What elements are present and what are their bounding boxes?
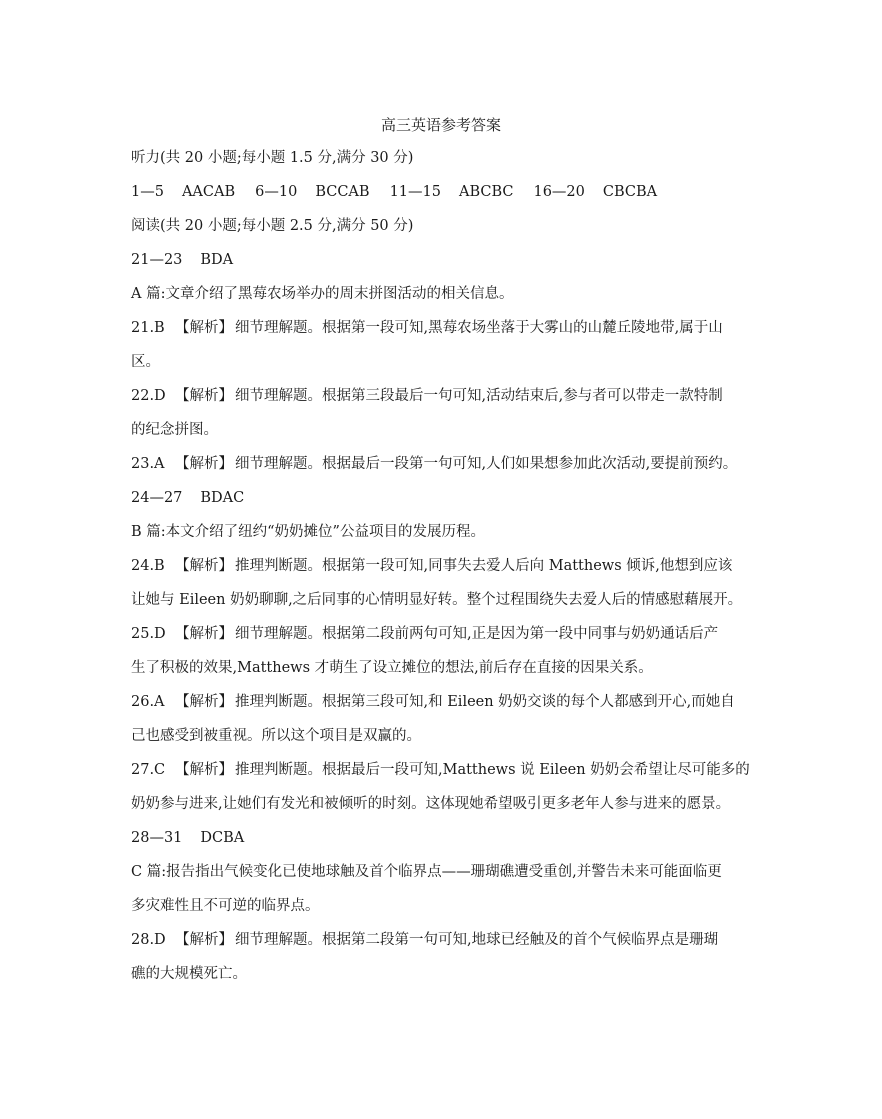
question-explanation [131,555,761,589]
question-number: 27.C [131,762,166,778]
explanation-continuation: 生了积极的效果,Matthews 才萌生了设立摊位的想法,前后存在直接的因果关系。 [131,660,653,676]
analysis-tag: 【解析】 [175,762,233,778]
question-number: 25.D [131,626,166,642]
analysis-tag: 【解析】 [175,558,233,574]
answer-letters: AACAB [181,184,236,200]
analysis-tag: 【解析】 [175,320,233,336]
explanation-text: 细节理解题。根据第三段最后一句可知,活动结束后,参与者可以带走一款特制 [235,388,723,404]
explanation-text: 推理判断题。根据第一段可知,同事失去爱人后向 Matthews 倾诉,他想到应该 [235,558,733,574]
analysis-tag: 【解析】 [175,932,233,948]
answer-letters: DCBA [200,830,245,846]
answer-range: 1—5 [131,184,164,200]
explanation-continuation: 己也感受到被重视。所以这个项目是双赢的。 [131,728,421,744]
answer-letters: ABCBC [458,184,514,200]
question-explanation [131,759,761,793]
section-summary: A 篇:文章介绍了黑莓农场举办的周末拼图活动的相关信息。 [131,286,514,302]
section-summary: B 篇:本文介绍了纽约“奶奶摊位”公益项目的发展历程。 [131,524,485,540]
explanation-text: 推理判断题。根据第三段可知,和 Eileen 奶奶交谈的每个人都感到开心,而她自 [235,694,735,710]
listening-answers [131,181,761,215]
section-answers [131,487,761,521]
section-summary-continuation: 多灾难性且不可逆的临界点。 [131,898,320,914]
page-title: 高三英语参考答案 [380,116,501,134]
explanation-continuation: 的纪念拼图。 [131,422,218,438]
explanation-continuation: 礁的大规模死亡。 [131,966,247,982]
listening-header: 听力(共 20 小题;每小题 1.5 分,满分 30 分) [131,150,414,166]
explanation-text: 细节理解题。根据第一段可知,黑莓农场坐落于大雾山的山麓丘陵地带,属于山 [235,320,723,336]
section-summary: C 篇:报告指出气候变化已使地球触及首个临界点——珊瑚礁遭受重创,并警告未来可能面临更 [131,864,722,880]
answer-range: 11—15 [389,184,441,200]
answer-letters: BDAC [200,490,245,506]
explanation-continuation: 让她与 Eileen 奶奶聊聊,之后同事的心情明显好转。整个过程围绕失去爱人后的情感慰藉展开。 [131,592,743,608]
explanation-continuation: 区。 [131,354,160,370]
question-number: 23.A [131,456,165,472]
explanation-text: 细节理解题。根据最后一段第一句可知,人们如果想参加此次活动,要提前预约。 [235,456,738,472]
analysis-tag: 【解析】 [175,626,233,642]
question-explanation [131,385,761,419]
answer-range: 16—20 [533,184,585,200]
reading-header: 阅读(共 20 小题;每小题 2.5 分,满分 50 分) [131,218,414,234]
analysis-tag: 【解析】 [175,456,233,472]
analysis-tag: 【解析】 [175,694,233,710]
question-explanation [131,929,761,963]
question-explanation [131,317,761,351]
explanation-text: 细节理解题。根据第二段第一句可知,地球已经触及的首个气候临界点是珊瑚 [235,932,719,948]
answer-letters: BDA [200,252,234,268]
answer-content [131,147,761,997]
question-explanation [131,623,761,657]
analysis-tag: 【解析】 [175,388,233,404]
question-number: 21.B [131,320,165,336]
question-number: 26.A [131,694,165,710]
question-explanation [131,453,761,487]
explanation-continuation: 奶奶参与进来,让她们有发光和被倾听的时刻。这体现她希望吸引更多老年人参与进来的愿景。 [131,796,731,812]
answer-letters: BCCAB [315,184,370,200]
section-answers [131,249,761,283]
answer-range: 28—31 [131,830,183,846]
question-number: 24.B [131,558,165,574]
question-explanation [131,691,761,725]
section-answers [131,827,761,861]
explanation-text: 细节理解题。根据第二段前两句可知,正是因为第一段中同事与奶奶通话后产 [235,626,719,642]
question-number: 28.D [131,932,166,948]
answer-range: 24—27 [131,490,183,506]
answer-range: 6—10 [255,184,298,200]
answer-letters: CBCBA [602,184,658,200]
question-number: 22.D [131,388,166,404]
explanation-text: 推理判断题。根据最后一段可知,Matthews 说 Eileen 奶奶会希望让尽可能多的 [235,762,750,778]
answer-range: 21—23 [131,252,183,268]
